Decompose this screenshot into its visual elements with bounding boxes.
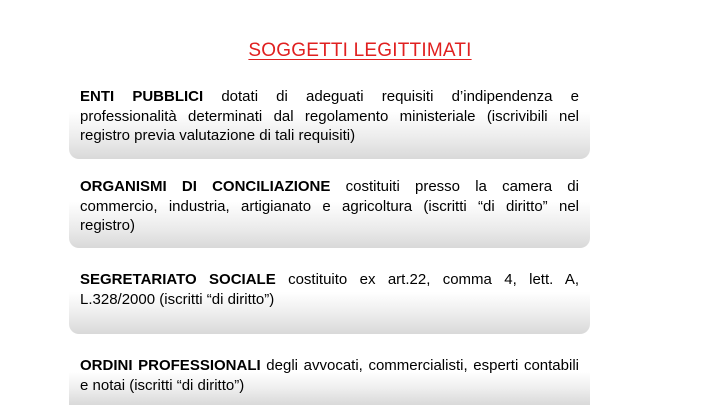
item-text [80, 177, 579, 236]
item-heading: ORDINI PROFESSIONALI [80, 357, 261, 374]
item-description: dotati di adeguati requisiti d’indipendenza e professionalità determinati dal regolamento ministeriale (iscrivibili nel registro previa valutazione di tali requisiti) [80, 88, 579, 144]
item-description: degli avvocati, commercialisti, esperti contabili e notai (iscritti “di diritto”) [80, 357, 579, 394]
list-item-segretariato-sociale [69, 266, 590, 334]
item-heading: ENTI PUBBLICI [80, 88, 204, 105]
item-heading: SEGRETARIATO SOCIALE [80, 271, 276, 288]
item-description: costituito ex art.22, comma 4, lett. A, L.328/2000 (iscritti “di diritto”) [80, 271, 579, 308]
item-heading: ORGANISMI DI CONCILIAZIONE [80, 178, 331, 195]
list-item-ordini-professionali [69, 352, 590, 405]
item-text [80, 270, 579, 309]
list-item-organismi-conciliazione [69, 173, 590, 248]
item-text [80, 356, 579, 395]
item-description: costituiti presso la camera di commercio, industria, artigianato e agricoltura (iscritti “di diritto” nel registro) [80, 178, 579, 234]
list-item-enti-pubblici [69, 83, 590, 159]
slide-title: SOGGETTI LEGITTIMATI [248, 40, 472, 61]
item-text [80, 87, 579, 146]
